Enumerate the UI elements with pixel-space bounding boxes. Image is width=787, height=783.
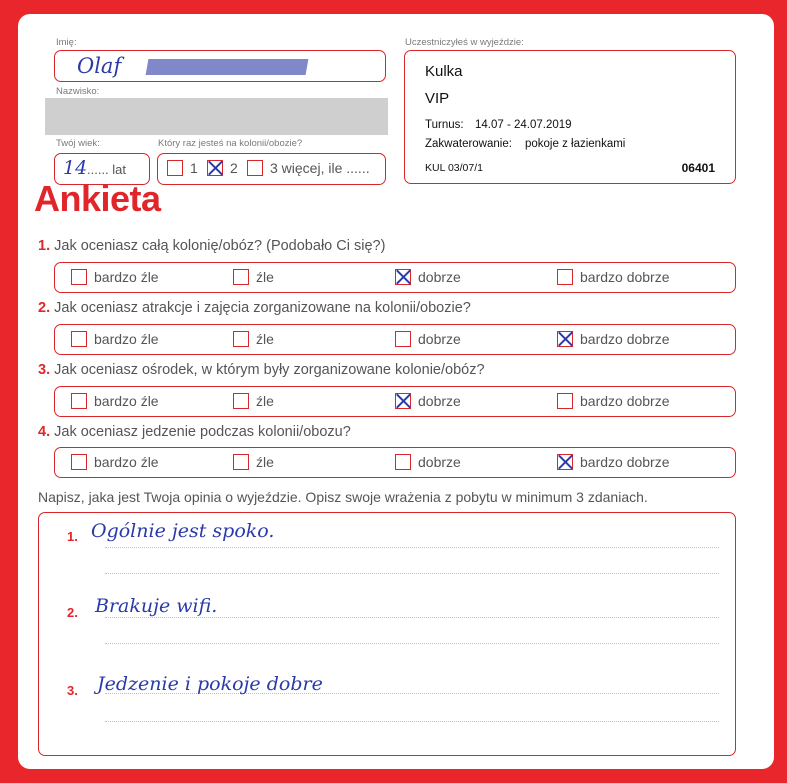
answer-num-1: 1.	[67, 529, 78, 544]
rating-checkbox[interactable]	[395, 269, 411, 285]
rating-row-1	[54, 262, 736, 293]
rating-option[interactable]	[233, 331, 274, 347]
rating-checkbox[interactable]	[395, 393, 411, 409]
question-number: 1.	[38, 238, 51, 254]
rating-option-label: bardzo dobrze	[580, 269, 670, 285]
question-text: Jak oceniasz atrakcje i zajęcia zorganizowane na kolonii/obozie?	[54, 300, 471, 316]
accommodation-label: Zakwaterowanie:	[425, 138, 512, 150]
rating-checkbox[interactable]	[71, 269, 87, 285]
writing-line	[105, 547, 719, 548]
surname-label: Nazwisko:	[56, 86, 100, 97]
writing-line	[105, 573, 719, 574]
rating-option[interactable]	[395, 331, 461, 347]
trip-card	[404, 50, 736, 184]
rating-option[interactable]	[557, 393, 670, 409]
rating-option[interactable]	[71, 331, 159, 347]
rating-option[interactable]	[557, 454, 670, 470]
question-text: Jak oceniasz ośrodek, w którym były zorganizowane kolonie/obóz?	[54, 362, 485, 378]
question-number: 2.	[38, 300, 51, 316]
rating-checkbox[interactable]	[395, 454, 411, 470]
rating-option-label: źle	[256, 331, 274, 347]
rating-option[interactable]	[395, 269, 461, 285]
rating-option[interactable]	[71, 269, 159, 285]
rating-option[interactable]	[233, 269, 274, 285]
checkbox-2[interactable]	[207, 160, 223, 176]
surname-scribble	[146, 59, 309, 75]
rating-option[interactable]	[233, 393, 274, 409]
survey-title: Ankieta	[34, 178, 161, 219]
name-label: Imię:	[56, 37, 77, 48]
writing-line	[105, 721, 719, 722]
age-value: 14	[63, 157, 88, 179]
question-1	[38, 238, 385, 254]
rating-checkbox[interactable]	[71, 393, 87, 409]
trip-number: 06401	[681, 161, 715, 175]
rating-option[interactable]	[71, 454, 159, 470]
rating-option[interactable]	[233, 454, 274, 470]
which-time-option-2-label: 2	[230, 160, 238, 176]
turnus-label: Turnus:	[425, 119, 464, 131]
name-field[interactable]	[54, 50, 386, 82]
answer-text-2: Brakuje wifi.	[95, 595, 218, 617]
rating-option-label: bardzo dobrze	[580, 454, 670, 470]
checkbox-3[interactable]	[247, 160, 263, 176]
trip-name: Kulka	[425, 63, 463, 80]
rating-option-label: bardzo źle	[94, 454, 159, 470]
opinion-prompt: Napisz, jaka jest Twoja opinia o wyjeździe. Opisz swoje wrażenia z pobytu w minimum 3 zdaniach.	[38, 489, 648, 505]
surname-redaction	[45, 98, 388, 135]
writing-line	[105, 617, 719, 618]
rating-checkbox[interactable]	[71, 331, 87, 347]
rating-option-label: bardzo źle	[94, 393, 159, 409]
rating-checkbox[interactable]	[557, 269, 573, 285]
rating-row-2	[54, 324, 736, 355]
rating-checkbox[interactable]	[233, 454, 249, 470]
rating-option-label: bardzo dobrze	[580, 331, 670, 347]
rating-checkbox[interactable]	[557, 393, 573, 409]
rating-option[interactable]	[557, 269, 670, 285]
answer-num-2: 2.	[67, 605, 78, 620]
rating-row-4	[54, 447, 736, 478]
rating-checkbox[interactable]	[395, 331, 411, 347]
age-unit: ...... lat	[87, 162, 127, 177]
question-text: Jak oceniasz jedzenie podczas kolonii/obozu?	[54, 424, 351, 440]
turnus-value: 14.07 - 24.07.2019	[475, 119, 572, 131]
rating-option-label: źle	[256, 454, 274, 470]
opinion-box[interactable]	[38, 512, 736, 756]
name-value: Olaf	[77, 54, 122, 78]
answer-text-1: Ogólnie jest spoko.	[91, 520, 275, 542]
rating-option-label: bardzo dobrze	[580, 393, 670, 409]
question-number: 4.	[38, 424, 51, 440]
accommodation-value: pokoje z łazienkami	[525, 138, 626, 150]
question-4	[38, 424, 351, 440]
question-2	[38, 300, 471, 316]
participant-label: Uczestniczyłeś w wyjeździe:	[405, 37, 524, 48]
rating-checkbox[interactable]	[557, 331, 573, 347]
answer-num-3: 3.	[67, 683, 78, 698]
rating-checkbox[interactable]	[233, 331, 249, 347]
which-time-field	[157, 153, 386, 185]
which-time-option-2[interactable]	[207, 160, 238, 176]
which-time-option-1[interactable]	[167, 160, 198, 176]
which-time-option-1-label: 1	[190, 160, 198, 176]
question-number: 3.	[38, 362, 51, 378]
rating-option-label: źle	[256, 393, 274, 409]
rating-option[interactable]	[395, 454, 461, 470]
rating-checkbox[interactable]	[233, 269, 249, 285]
question-text: Jak oceniasz całą kolonię/obóz? (Podobało Ci się?)	[54, 238, 386, 254]
rating-option-label: dobrze	[418, 269, 461, 285]
age-label: Twój wiek:	[56, 138, 100, 149]
trip-code: KUL 03/07/1	[425, 162, 483, 174]
rating-option-label: dobrze	[418, 393, 461, 409]
which-time-label: Który raz jesteś na kolonii/obozie?	[158, 138, 303, 149]
rating-option[interactable]	[557, 331, 670, 347]
which-time-option-3-label: 3 więcej, ile ......	[270, 160, 370, 176]
rating-option-label: źle	[256, 269, 274, 285]
question-3	[38, 362, 485, 378]
trip-tier: VIP	[425, 90, 450, 107]
rating-option-label: bardzo źle	[94, 331, 159, 347]
writing-line	[105, 643, 719, 644]
rating-row-3	[54, 386, 736, 417]
which-time-option-3[interactable]	[247, 160, 370, 176]
answer-text-3: Jedzenie i pokoje dobre	[97, 673, 323, 695]
rating-option-label: dobrze	[418, 454, 461, 470]
checkbox-1[interactable]	[167, 160, 183, 176]
rating-option-label: dobrze	[418, 331, 461, 347]
rating-checkbox[interactable]	[71, 454, 87, 470]
rating-checkbox[interactable]	[557, 454, 573, 470]
rating-checkbox[interactable]	[233, 393, 249, 409]
rating-option[interactable]	[71, 393, 159, 409]
rating-option-label: bardzo źle	[94, 269, 159, 285]
rating-option[interactable]	[395, 393, 461, 409]
